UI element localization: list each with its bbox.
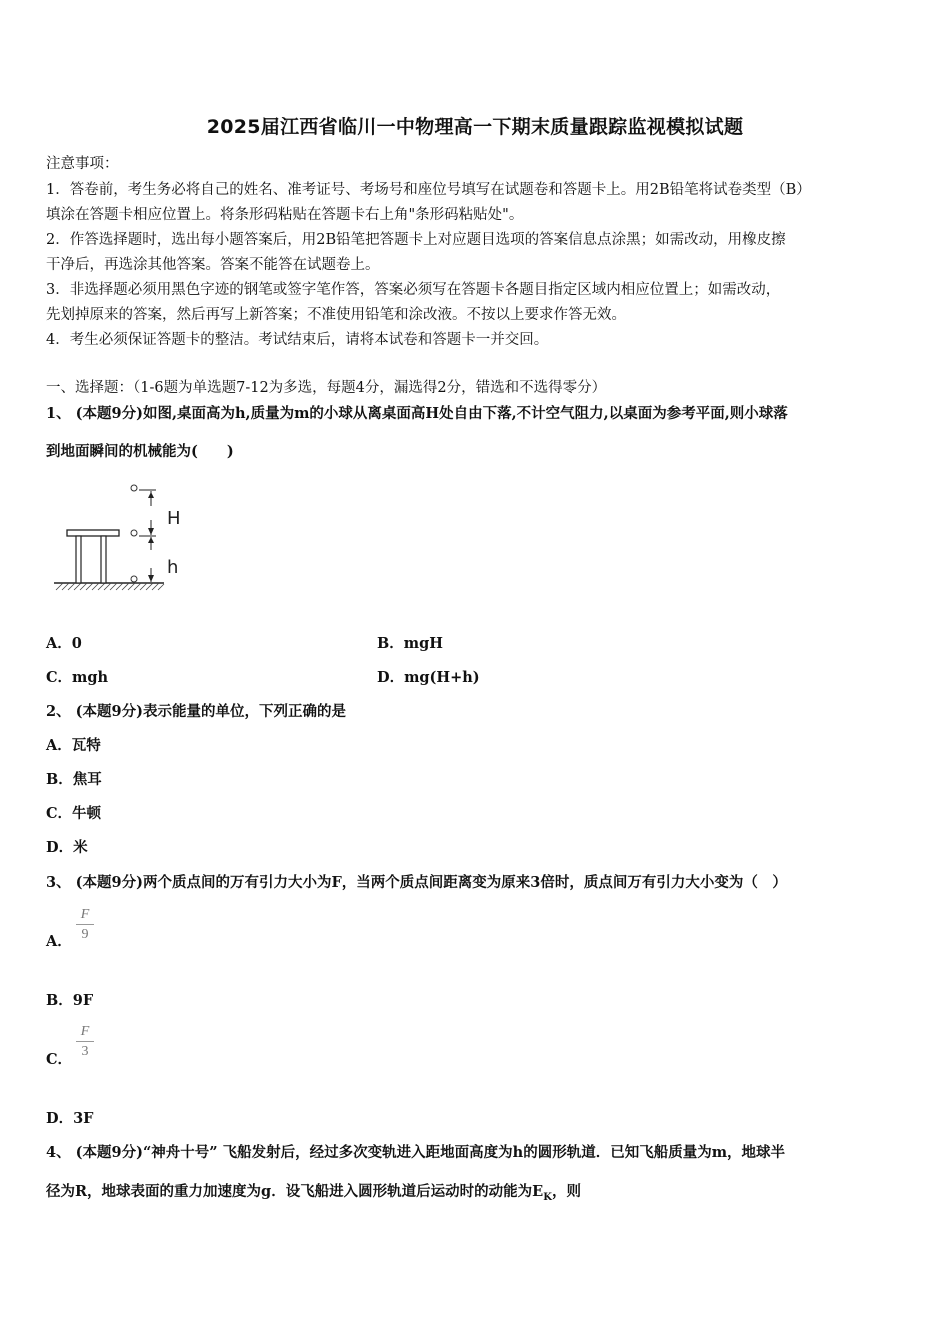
q2-option-a[interactable]: A．瓦特 [46, 737, 101, 754]
fraction-numerator: F [80, 1024, 90, 1039]
notice-line-3: 2．作答选择题时，选出每小题答案后，用2B铅笔把答题卡上对应题目选项的答案信息点涂黑；如需改动，用橡皮擦 [46, 232, 786, 248]
notice-heading: 注意事项： [46, 156, 119, 172]
label-H: H [167, 508, 181, 529]
q3-option-b[interactable]: B．9F [46, 992, 94, 1009]
q1-option-c[interactable]: C．mgh [46, 669, 109, 686]
notice-line-1: 1．答卷前，考生务必将自己的姓名、准考证号、考场号和座位号填写在试题卷和答题卡上。用2B铅笔将试卷类型（B） [46, 182, 811, 198]
notice-line-6: 先划掉原来的答案，然后再写上新答案；不准使用铅笔和涂改液。不按以上要求作答无效。 [46, 307, 626, 323]
q3-option-c-label: C． [46, 1051, 73, 1068]
q4-text-line-2 [46, 1180, 581, 1203]
q2-text: 2、 (本题9分)表示能量的单位，下列正确的是 [46, 703, 346, 720]
q3-text: 3、 (本题9分)两个质点间的万有引力大小为F，当两个质点间距离变为原来3倍时，质点间万有引力大小变为（ ） [46, 874, 787, 891]
q3-option-c[interactable] [46, 1048, 72, 1069]
fraction-denominator: 9 [81, 927, 89, 942]
label-h: h [167, 557, 179, 578]
q1-option-a[interactable]: A．0 [46, 635, 82, 652]
q2-option-c[interactable]: C．牛顿 [46, 805, 102, 822]
q1-option-d[interactable]: D．mg(H+h) [377, 669, 480, 686]
section-heading: 一、选择题：（1-6题为单选题7-12为多选，每题4分，漏选得2分，错选和不选得零分） [46, 380, 607, 396]
q4-subscript: K [543, 1191, 552, 1203]
q3-option-a-label: A． [46, 933, 72, 950]
q4-text-main: 径为R，地球表面的重力加速度为g．设飞船进入圆形轨道后运动时的动能为E [46, 1183, 544, 1200]
page-title: 2025届江西省临川一中物理高一下期末质量跟踪监视模拟试题 [206, 116, 744, 138]
q1-text-line-1: 1、 (本题9分)如图,桌面高为h,质量为m的小球从离桌面高H处自由下落,不计空气阻力,以桌面为参考平面,则小球落 [46, 405, 788, 422]
q1-option-b[interactable]: B．mgH [377, 635, 443, 652]
notice-line-7: 4．考生必须保证答题卡的整洁。考试结束后，请将本试卷和答题卡一并交回。 [46, 332, 549, 348]
q3-option-a-fraction [76, 907, 94, 943]
q4-text-end: ，则 [551, 1183, 581, 1200]
fraction-bar [76, 1041, 94, 1042]
notice-line-2: 填涂在答题卡相应位置上。将条形码粘贴在答题卡右上角"条形码粘贴处"。 [46, 207, 524, 223]
q2-option-d[interactable]: D．米 [46, 839, 88, 856]
table-ball-diagram [50, 480, 200, 596]
q3-option-c-fraction [76, 1024, 94, 1060]
q3-option-a[interactable] [46, 930, 72, 951]
notice-line-5: 3．非选择题必须用黑色字迹的钢笔或签字笔作答，答案必须写在答题卡各题目指定区域内相应位置上；如需改动， [46, 282, 781, 298]
fraction-bar [76, 924, 94, 925]
q2-option-b[interactable]: B．焦耳 [46, 771, 102, 788]
q4-text-line-1: 4、 (本题9分)“神舟十号” 飞船发射后，经过多次变轨进入距地面高度为h的圆形轨道．已知飞船质量为m，地球半 [46, 1144, 786, 1161]
q3-option-d[interactable]: D．3F [46, 1110, 94, 1127]
fraction-denominator: 3 [81, 1044, 89, 1059]
notice-line-4: 干净后，再选涂其他答案。答案不能答在试题卷上。 [46, 257, 380, 273]
q1-text-line-2: 到地面瞬间的机械能为( ) [46, 443, 234, 460]
fraction-numerator: F [80, 907, 90, 922]
